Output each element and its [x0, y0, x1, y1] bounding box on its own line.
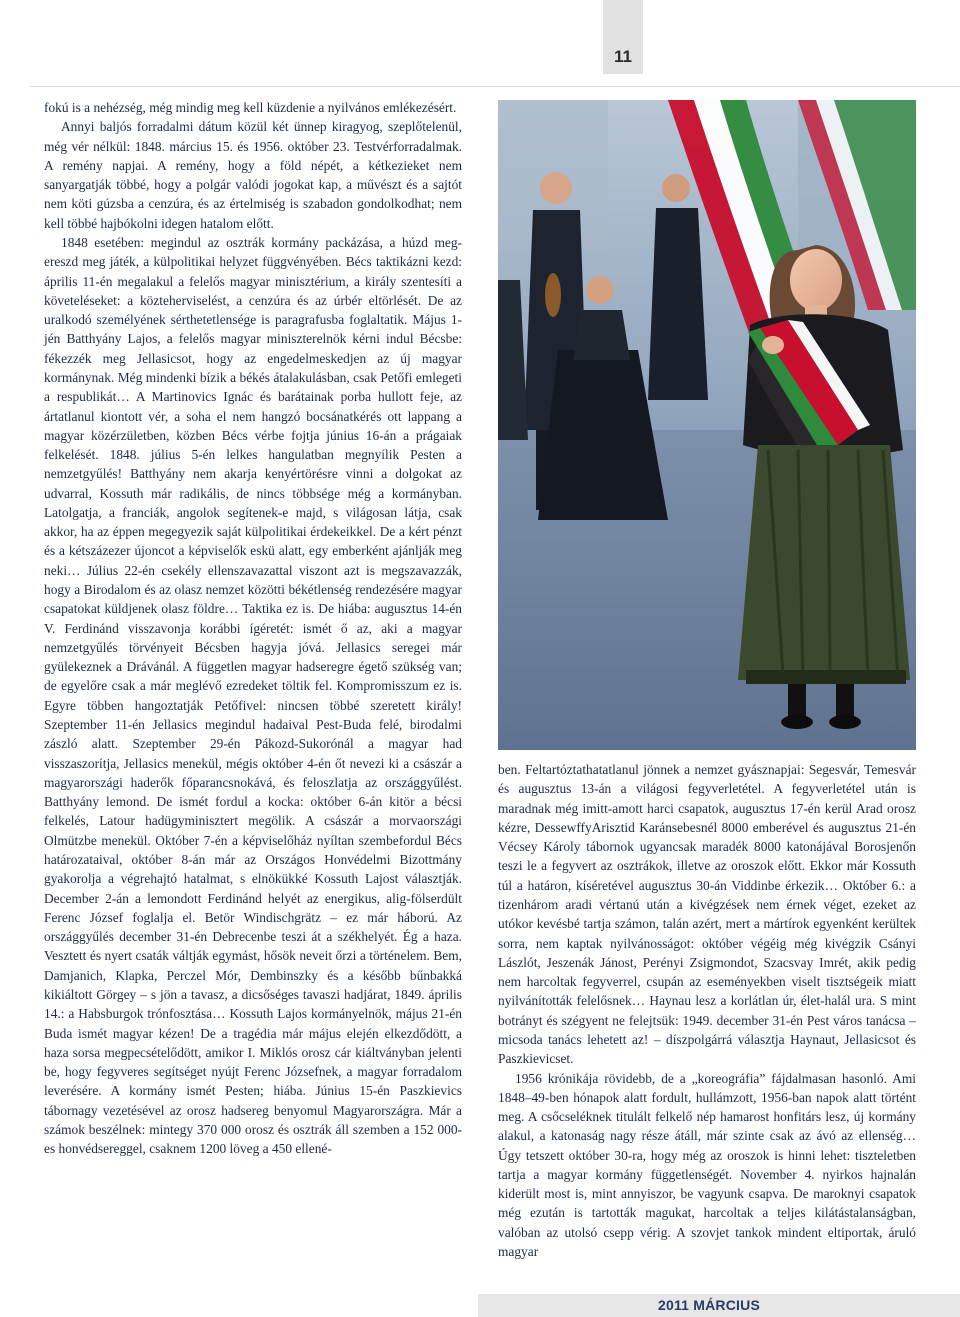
header-divider: [30, 86, 960, 87]
issue-date: 2011 MÁRCIUS: [658, 1297, 760, 1313]
photo-illustration: [498, 100, 916, 750]
left-paragraph-2: Annyi baljós forradalmi dátum közül két ünnep kiragyog, szeplőtelenül, még vér nélkül: 1848. március 15. és 1956. október 23. Testvérforradalmak. A remény napjai. A remény, hogy a föld népét, a kétkezieket nem sanyargatják többé, hogy a polgár valódi jogokat kap, a művészt és a sajtót nem köti gúzsba a cenzúra, és az értelmiség is szabadon gondolkodhat; nem kell többé hajbókolni idegen hatalom előtt.: [44, 119, 462, 231]
left-paragraph-3: 1848 esetében: megindul az osztrák kormány packázása, a húzd meg-ereszd meg játék, a külpolitikai helyzet függvényében. Bécs taktikázni kezd: április 11-én megalakul a felelős magyar minisztérium, a király szentesíti a követeléseket: a közteherviselést, a cenzúra és az úrbér eltörlését. De az uralkodó személyének sérthetetlensége is paragrafusba foglaltatik. Május 1-jén Batthyány Lajos, a felelős magyar miniszterelnök kérni indul Bécsbe: fékezzék meg Jellasicsot, hogy az engedelmeskedjen az új magyar kormánynak. Még mindenki bízik a békés átalakulásban, csak Petőfi emlegeti a respublikát… A Martinovics Ignác és barátainak porba hullott feje, az ártatlanul kiontott vér, a soha el nem hangzó bocsánatkérés ott lappang a magyar közérzületben, közben Bécs vérbe fojtja június 16-án a prágaiak felkelését. 1848. július 5-én lelkes hangulatban megnyílik Pesten a nemzetgyűlés! Batthyány nem akarja kenyértörésre vinni a dolgokat az udvarral, Kossuth már radikális, de nincs többsége még a kormányban. Latolgatja, a franciák, angolok segítenek-e majd, s világosan látja, csak akkor, ha az éppen megegyezik saját külpolitikai érdekeikkel. De a kért pénzt és a kétszázezer újoncot a képviselők eskü alatt, egy emberként ajánlják meg neki… Július 22-én csekély ellenszavazattal viszont azt is megszavazzák, hogy a Birodalom és az olasz nemzet közötti békétlenség rendezésére magyar csapatokat küldjenek olasz földre… Taktika ez is. De hiába: augusztus 14-én V. Ferdinánd visszavonja korábbi ígéretét: ismét ő az, aki a magyar nemzetgyűlés törvényeit Bécsben hagyja jóvá. Jellasics seregei már gyülekeznek a Drávánál. A független magyar hadseregre égető szükség van; de egyelőre csak a már meglévő ezredeket töltik fel. Kompromisszum ez is. Egyre többen hangoztatják Petőfivel: nincsen többé szeretett király! Szeptember 11-én Jellasics megindul hadaival Pest-Buda felé, birodalmi zászló alatt. Szeptember 29-én Pákozd-Sukorónál a magyar had visszaszorítja, Jellasics menekül, mégis október 4-én őt nevezi ki a császár a magyarországi haderők főparancsnokává, és feloszlatja az országgyűlést. Batthyány lemond. De ismét fordul a kocka: október 6-án kitör a bécsi felkelés, Latour hadügyminisztert megölik. A császár a morvaországi Olmützbe menekül. Október 7-én a képviselőház nyíltan szembefordul Bécs határozataival, október 8-án már az Országos Honvédelmi Bizottmány gyakorolja a végrehajtó hatalmat, s elnökükké Kossuth Lajost választják. December 2-án a lemondott Ferdinánd helyét az energikus, alig-fölserdült Ferenc József foglalja el. Betör Windischgrätz – ez már háború. Az országgyűlés december 31-én Debrecenbe teszi át a székhelyét. Ég a haza. Vesztett és nyert csaták váltják egymást, hősök neveit őrzi a történelem. Bem, Damjanich, Klapka, Perczel Mór, Dembinszky és a később bűnbakká kikiáltott Görgey – s jön a tavasz, a dicsőséges tavaszi hadjárat, 1849. április 14.: a Habsburgok trónfosztása… Kossuth Lajos kormányelnök, május 21-én Buda ismét magyar kézen! De a tragédia már május elején elkezdődött, a haza sorsa megpecsételődött, amikor I. Miklós orosz cár kiáltványban jelenti be, hogy fegyveres segítséget nyújt Ferenc Józsefnek, a magyar forradalom leverésére. A kormány ismét Pesten; hiába. Június 15-én Paszkievics tábornagy vezetésével az orosz hadsereg benyomul Magyarországra. Már a számok beszélnek: mintegy 370 000 orosz és osztrák áll szemben a 152 000-es honvédsereggel, csaknem 1200 löveg a 450 ellené-: [44, 234, 462, 1157]
page-number-box: [603, 0, 643, 74]
right-paragraph-2: 1956 krónikája rövidebb, de a „koreográfia” fájdalmasan hasonló. Ami 1848–49-ben hónapok alatt fordult, hullámzott, 1956-ban napok alatt történt meg. A csőcseléknek titulált felkelő nép hamarost honfitárs lesz, új kormány alakul, a katonaság nagy része átáll, már szinte csak az ávó az ellenség… Úgy tetszett október 30-ra, hogy még az oroszok is hinni lehet: tiszteletben tartja a magyar kormány függetlenségét. November 4. nyirkos hajnalán kiderült most is, mint annyiszor, be vagyunk csapva. De maroknyi csapatok még ezután is tartották magukat, harcoltak a teljes kilátástalanságban, valóban az utolsó csepp vérig. A szovjet tankok mindent eltiportak, áruló magyar: [498, 1070, 916, 1260]
article-photo: [498, 100, 916, 750]
page-number: 11: [614, 47, 632, 66]
article-left-column: [44, 98, 462, 1158]
right-paragraph-1: ben. Feltartóztathatatlanul jönnek a nemzet gyásznapjai: Segesvár, Temesvár és augusztus 13-án a világosi fegyverletétel. A fegyverletétel után is maradnak még imitt-amott harci csapatok, augusztus 17-én kerül Arad orosz kézre, DessewffyArisztid Karánsebesnél 8000 emberével és augusztus 21-én Vécsey Károly tábornok ugyancsak maradék 8000 katonájával Borosjenőn teszi le a fegyvert az osztrákok, illetve az oroszok előtt. Ekkor már Kossuth túl a határon, kíséretével augusztus 30-án Viddinbe érkezik… Október 6.: a tizenhárom aradi vértanú után a kivégzések nem érnek véget, ezeket az utókor kevésbé tartja számon, talán azért, mert a mártírok egyenként kerültek sorra, nem kaptak nyilvánosságot: október végéig még kivégzik Csányi Lászlót, Jeszenák Jánost, Perényi Zsigmondot, Szacsvay Imrét, akik pedig nem harcoltak fegyverrel, csupán az eseményekben viselt tisztségeik miatt nyilvánították felelősnek… Haynau lesz a korlátlan úr, élet-halál ura. S mint botrányt és szégyent ne felejtsük: 1949. december 31-én Pest város tanácsa – micsoda tanács lehetett az! – díszpolgárrá választja Haynaut, Jellasicsot és Paszkievicset.: [498, 762, 916, 1067]
left-paragraph-1: fokú is a nehézség, még mindig meg kell küzdenie a nyilvános emlékezésért.: [44, 100, 457, 115]
article-right-column: [498, 760, 916, 1261]
